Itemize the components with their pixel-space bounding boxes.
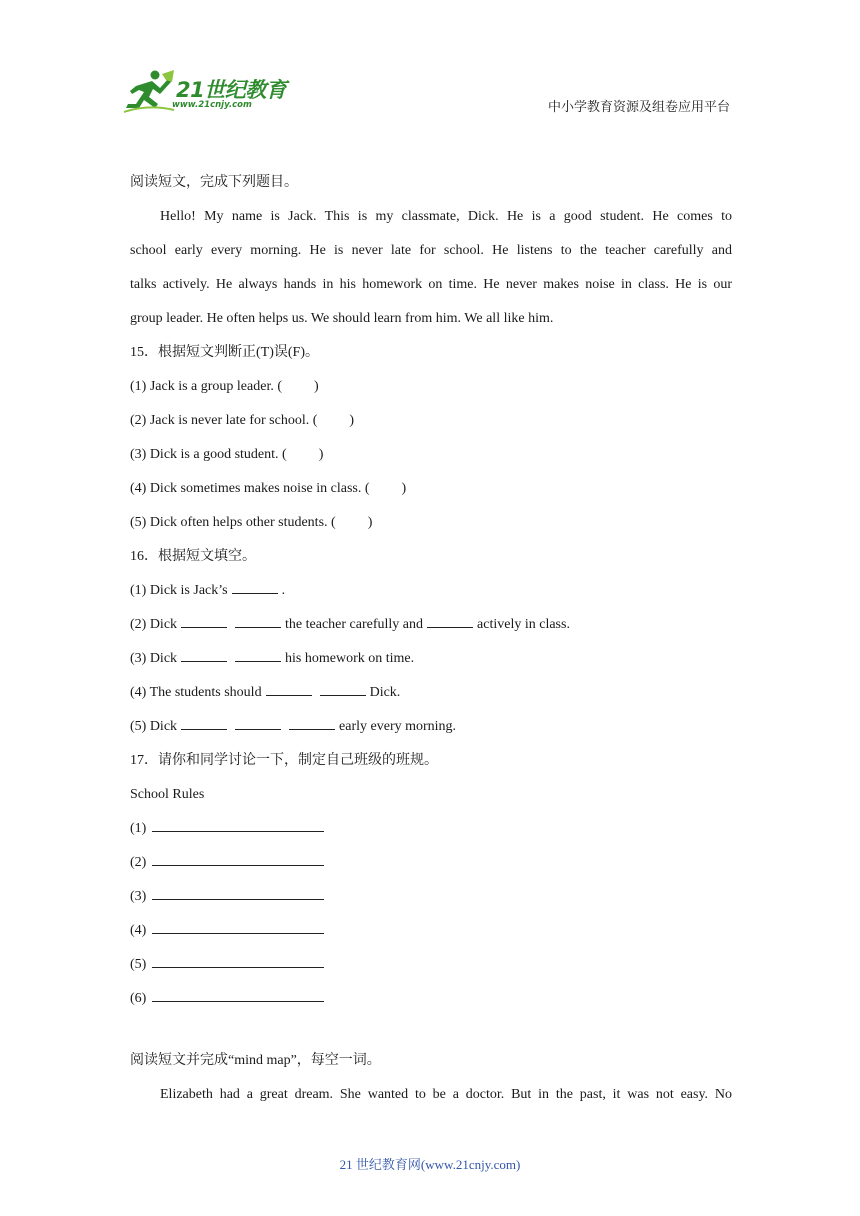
rule-item: (5)	[130, 948, 732, 982]
answer-blank[interactable]	[289, 715, 335, 730]
rule-item: (6)	[130, 982, 732, 1016]
passage-line: group leader. He often helps us. We should learn from him. We all like him.	[130, 311, 554, 326]
document-body	[130, 166, 732, 1112]
section2-instruction: 阅读短文并完成“mind map”，每空一词。	[130, 1053, 381, 1068]
rule-blank[interactable]	[152, 953, 324, 968]
q16-item: (1) Dick is Jack’s .	[130, 574, 732, 608]
answer-blank[interactable]	[235, 647, 281, 662]
q15-item: (2) Jack is never late for school. ( )	[130, 413, 355, 428]
q15-item: (4) Dick sometimes makes noise in class. ( )	[130, 481, 407, 496]
answer-blank[interactable]	[320, 681, 366, 696]
answer-blank[interactable]	[235, 613, 281, 628]
passage-line: talks actively. He always hands in his homework on time. He never makes noise in class. He is our	[130, 277, 732, 292]
rule-item: (1)	[130, 812, 732, 846]
answer-blank[interactable]	[235, 715, 281, 730]
rule-item: (3)	[130, 880, 732, 914]
rule-blank[interactable]	[152, 851, 324, 866]
answer-blank[interactable]	[232, 579, 278, 594]
q16-item: (3) Dick his homework on time.	[130, 642, 732, 676]
rule-item: (2)	[130, 846, 732, 880]
runner-logo-icon	[122, 68, 176, 114]
q15-title: 15．根据短文判断正(T)误(F)。	[130, 345, 319, 360]
rule-blank[interactable]	[152, 885, 324, 900]
q15-item: (1) Jack is a group leader. ( )	[130, 379, 319, 394]
q16-item: (4) The students should Dick.	[130, 676, 732, 710]
site-logo[interactable]	[122, 68, 292, 114]
section-gap	[130, 1016, 732, 1044]
rule-item: (4)	[130, 914, 732, 948]
answer-blank[interactable]	[266, 681, 312, 696]
logo-text: 21世纪教育	[176, 78, 287, 102]
answer-blank[interactable]	[427, 613, 473, 628]
passage-line: Elizabeth had a great dream. She wanted to be a doctor. But in the past, it was not easy. No	[160, 1087, 732, 1102]
rule-blank[interactable]	[152, 987, 324, 1002]
q17-title: 17．请你和同学讨论一下，制定自己班级的班规。	[130, 753, 438, 768]
q16-item: (5) Dick early every morning.	[130, 710, 732, 744]
rule-blank[interactable]	[152, 817, 324, 832]
school-rules-heading: School Rules	[130, 787, 205, 802]
section1-instruction: 阅读短文，完成下列题目。	[130, 175, 298, 190]
passage-line: school early every morning. He is never late for school. He listens to the teacher carefully and	[130, 243, 732, 258]
logo-url: www.21cnjy.com	[172, 100, 252, 110]
answer-blank[interactable]	[181, 613, 227, 628]
q16-item: (2) Dick the teacher carefully and actively in class.	[130, 608, 732, 642]
answer-blank[interactable]	[181, 715, 227, 730]
page-footer[interactable]: 21 世纪教育网(www.21cnjy.com)	[339, 1157, 521, 1172]
answer-blank[interactable]	[181, 647, 227, 662]
q15-item: (3) Dick is a good student. ( )	[130, 447, 324, 462]
header-tagline: 中小学教育资源及组卷应用平台	[547, 99, 730, 114]
page-header	[0, 0, 860, 130]
rule-blank[interactable]	[152, 919, 324, 934]
passage-line: Hello! My name is Jack. This is my classmate, Dick. He is a good student. He comes to	[160, 209, 732, 224]
q15-item: (5) Dick often helps other students. ( )	[130, 515, 373, 530]
q16-title: 16．根据短文填空。	[130, 549, 256, 564]
